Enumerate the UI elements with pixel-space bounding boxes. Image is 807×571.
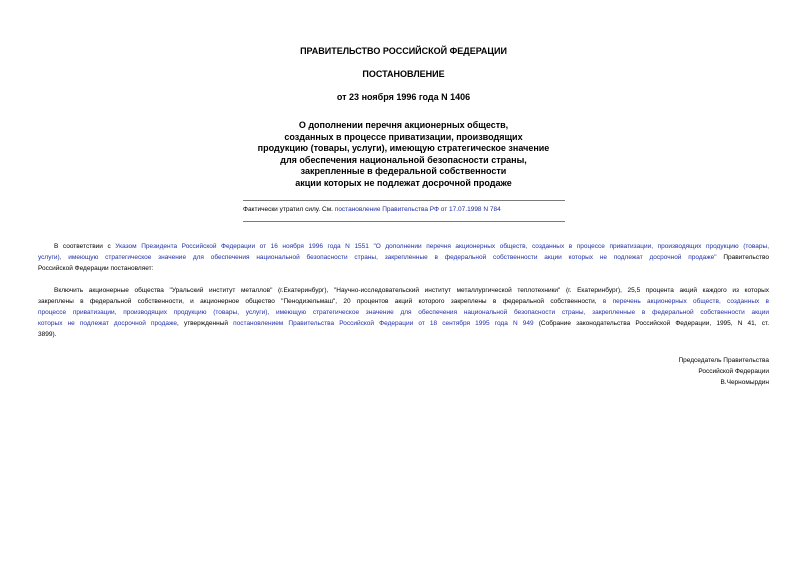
- paragraph-line: [38, 308, 769, 319]
- title-line: закрепленные в федеральной собственности: [300, 166, 507, 176]
- paragraph-line: Включить акционерные общества "Уральский институт металлов" (г.Екатеринбург), "Научно-исследовательский институт металлургической теплотехники" (г. Екатеринбург), 25,5 процента акций каждого из которых: [54, 287, 769, 294]
- decree-title-fragment[interactable]: услуги), имеющую стратегическое значение для обеспечения национальной безопасности страны, закрепленные в федеральной собственности акции которых не подлежат досрочной продаже": [38, 253, 717, 261]
- list-link[interactable]: которых не подлежат досрочной продаже: [38, 319, 178, 327]
- paragraph-line: [38, 253, 769, 264]
- document-title: [200, 120, 607, 189]
- title-line: для обеспечения национальной безопасности страны,: [280, 154, 527, 165]
- paragraph-line: 3899).: [38, 330, 57, 338]
- operative-paragraph: [38, 286, 769, 340]
- status-note-link[interactable]: постановление Правительства РФ от 17.07.1998 N 784: [334, 206, 501, 213]
- bottom-divider: [243, 221, 565, 222]
- status-note-text: Фактически утратил силу. См.: [243, 206, 335, 213]
- document-type-heading: ПОСТАНОВЛЕНИЕ: [362, 69, 445, 79]
- signature-block: [569, 355, 769, 388]
- date-number-heading: от 23 ноября 1996 года N 1406: [336, 92, 471, 102]
- resolution-link[interactable]: постановлением Правительства Российской Федерации от 18 сентября 1995 года N 949: [233, 319, 534, 327]
- signature-position: Российской Федерации: [698, 368, 769, 375]
- paragraph-line: Российской Федерации постановляет:: [38, 264, 154, 272]
- preamble-paragraph: [38, 242, 769, 275]
- government-heading: ПРАВИТЕЛЬСТВО РОССИЙСКОЙ ФЕДЕРАЦИИ: [300, 46, 507, 56]
- paragraph-line: [38, 242, 769, 253]
- top-divider: [243, 200, 565, 201]
- decree-link[interactable]: Указом Президента Российской Федерации от 16 ноября 1996 года N 1551: [115, 243, 369, 250]
- title-line: продукцию (товары, услуги), имеющую стратегическое значение: [257, 143, 550, 153]
- text-fragment: Правительство: [716, 253, 770, 261]
- paragraph-line: [38, 297, 769, 308]
- list-link[interactable]: процессе приватизации, производящих продукцию (товары, услуги), имеющую стратегическое значение для обеспечения национальной безопасности страны, закрепленные в федеральной собственности акции: [38, 308, 769, 316]
- text-fragment: , утвержденный: [177, 319, 234, 327]
- title-line: О дополнении перечня акционерных обществ,: [298, 120, 509, 130]
- text-fragment: (Собрание законодательства Российской Федерации, 1995, N 41, ст.: [533, 319, 770, 327]
- title-line: акции которых не подлежат досрочной продаже: [295, 177, 512, 188]
- list-link[interactable]: в перечень акционерных обществ, созданных в: [602, 297, 769, 305]
- text-fragment: закреплены в федеральной собственности, и акционерное общество "Пенодизельмаш", 20 процентов акций которого закреплены в федеральной собственности,: [38, 297, 603, 305]
- decree-title-fragment[interactable]: "О дополнении перечня акционерных обществ, созданных в процессе приватизации, производящих продукцию (товары,: [368, 243, 769, 250]
- paragraph-line: [38, 319, 769, 330]
- status-note: [243, 205, 565, 214]
- text-fragment: В соответствии с: [54, 243, 116, 250]
- title-line: созданных в процессе приватизации, производящих: [284, 131, 523, 142]
- signature-name: В.Черномырдин: [720, 379, 769, 386]
- signature-position: Председатель Правительства: [678, 357, 769, 364]
